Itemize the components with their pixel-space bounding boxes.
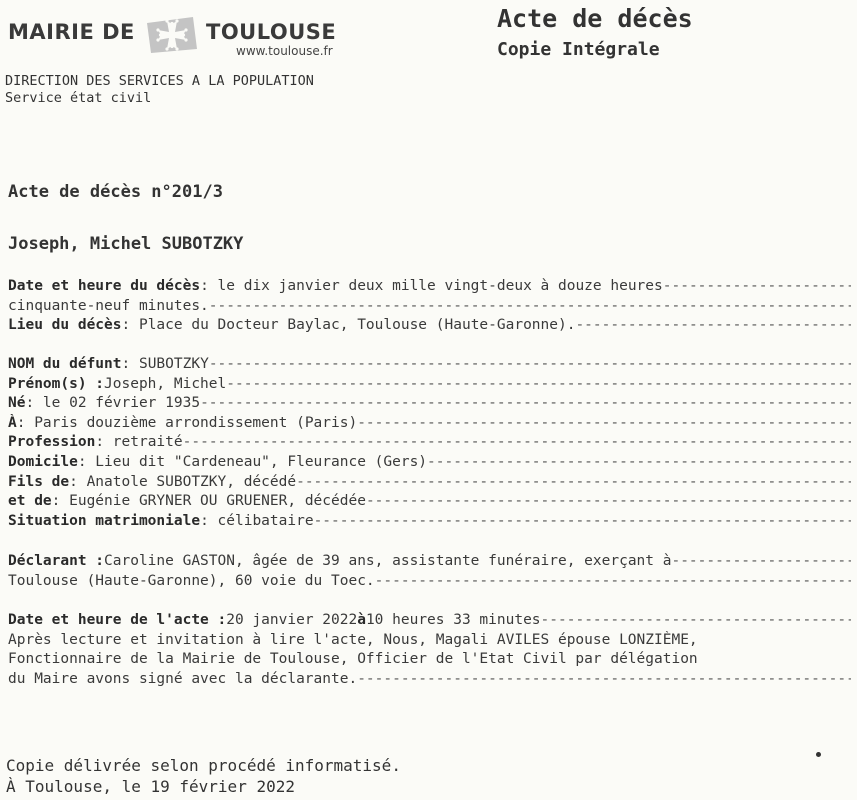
department-name: DIRECTION DES SERVICES A LA POPULATION — [5, 73, 314, 89]
filler-dashes — [296, 473, 851, 493]
death-datetime-value: : le dix janvier deux mille vingt-deux à douze heures — [200, 278, 663, 294]
acte-datetime-line — [8, 611, 851, 631]
filler-dashes — [314, 512, 851, 532]
defunt-firstname-line — [8, 375, 851, 395]
death-place-label: Lieu du décès — [8, 317, 122, 334]
death-section — [8, 277, 851, 336]
defunt-domicile-value: : Lieu dit "Cardeneau", Fleurance (Gers) — [77, 453, 428, 470]
filler-dashes — [200, 394, 851, 414]
declarant-label: Déclarant : — [8, 553, 105, 569]
defunt-mother-line — [8, 492, 851, 512]
filler-dashes — [357, 414, 851, 434]
death-datetime-line-2 — [8, 297, 851, 317]
filler-dashes — [366, 492, 851, 512]
defunt-birthplace-value: : Paris douzième arrondissement (Paris) — [16, 414, 358, 431]
footer-block — [6, 755, 401, 797]
footer-place-date: À Toulouse, le 19 février 2022 — [6, 777, 295, 796]
scan-speck — [816, 752, 821, 757]
defunt-domicile-label: Domicile — [8, 453, 78, 470]
service-name: Service état civil — [5, 90, 152, 106]
logo-text-left: MAIRIE DE — [8, 20, 135, 44]
defunt-firstname-label: Prénom(s) : — [8, 375, 105, 392]
defunt-name-value: : SUBOTZKY — [121, 356, 209, 372]
defunt-mother-value: : Eugénie GRYNER OU GRUENER, décédée — [51, 493, 366, 510]
acte-date-value: 20 janvier 2022 — [226, 612, 358, 628]
death-datetime-line — [8, 277, 851, 297]
defunt-born-line — [8, 394, 851, 414]
document-title: Acte de décès — [497, 4, 693, 33]
defunt-domicile-line — [8, 453, 851, 473]
department-block — [5, 73, 314, 107]
declarant-value: Caroline GASTON, âgée de 39 ans, assistante funéraire, exerçant à — [104, 553, 672, 569]
death-datetime-value-cont: cinquante-neuf minutes. — [8, 297, 209, 314]
filler-dashes — [427, 453, 851, 473]
declarant-value-cont: Toulouse (Haute-Garonne), 60 voie du Toec. — [8, 572, 375, 589]
declarant-line-2 — [8, 572, 851, 592]
defunt-firstname-value: Joseph, Michel — [104, 375, 227, 392]
person-name: Joseph, Michel SUBOTZKY — [8, 234, 244, 254]
defunt-born-label: Né — [8, 395, 26, 412]
defunt-father-line — [8, 473, 851, 493]
logo-text-right: TOULOUSE — [206, 20, 337, 44]
defunt-profession-line — [8, 433, 851, 453]
declarant-line — [8, 552, 851, 572]
defunt-profession-value: : retraité — [95, 434, 183, 451]
acte-section — [8, 611, 851, 689]
acte-text-3: du Maire avons signé avec la déclarante. — [8, 670, 358, 687]
document-subtitle: Copie Intégrale — [497, 39, 660, 60]
death-place-line — [8, 316, 851, 336]
acte-number: Acte de décès n°201/3 — [8, 182, 223, 202]
acte-text-2: Fonctionnaire de la Mairie de Toulouse, Officier de l'Etat Civil par délégation — [8, 651, 698, 668]
defunt-marital-line — [8, 512, 851, 532]
acte-text-line-2 — [8, 650, 851, 670]
defunt-birthplace-label: À — [8, 414, 17, 431]
defunt-profession-label: Profession — [8, 434, 96, 451]
death-place-value: : Place du Docteur Baylac, Toulouse (Haute-Garonne). — [121, 317, 576, 334]
acte-a-label: à — [357, 612, 366, 628]
filler-dashes — [209, 297, 851, 317]
filler-dashes — [209, 355, 851, 375]
defunt-born-value: : le 02 février 1935 — [25, 395, 201, 412]
filler-dashes — [183, 433, 851, 453]
filler-dashes — [375, 572, 851, 592]
mairie-logo — [8, 12, 338, 58]
defunt-marital-value: : célibataire — [200, 512, 314, 529]
acte-text-line-1 — [8, 631, 851, 651]
filler-dashes — [663, 277, 851, 297]
filler-dashes — [575, 316, 851, 336]
declarant-section — [8, 552, 851, 591]
filler-dashes — [226, 375, 851, 395]
defunt-father-label: Fils de — [8, 473, 70, 490]
defunt-birthplace-line — [8, 414, 851, 434]
acte-time-value: 10 heures 33 minutes — [365, 612, 541, 628]
occitan-cross-icon — [143, 15, 201, 55]
death-datetime-label: Date et heure du décès — [8, 278, 201, 294]
defunt-section — [8, 355, 851, 531]
filler-dashes — [357, 670, 851, 690]
logo-url: www.toulouse.fr — [236, 44, 333, 58]
defunt-marital-label: Situation matrimoniale — [8, 512, 201, 529]
defunt-mother-label: et de — [8, 493, 52, 510]
footer-copy-note: Copie délivrée selon procédé informatisé. — [6, 756, 401, 775]
filler-dashes — [541, 611, 851, 631]
filler-dashes — [671, 552, 851, 572]
acte-datetime-label: Date et heure de l'acte : — [8, 612, 227, 628]
defunt-name-line — [8, 355, 851, 375]
defunt-name-label: NOM du défunt — [8, 356, 122, 372]
acte-text-1: Après lecture et invitation à lire l'acte, Nous, Magali AVILES épouse LONZIÈME, — [8, 631, 698, 648]
defunt-father-value: : Anatole SUBOTZKY, décédé — [69, 473, 297, 490]
acte-text-line-3 — [8, 670, 851, 690]
